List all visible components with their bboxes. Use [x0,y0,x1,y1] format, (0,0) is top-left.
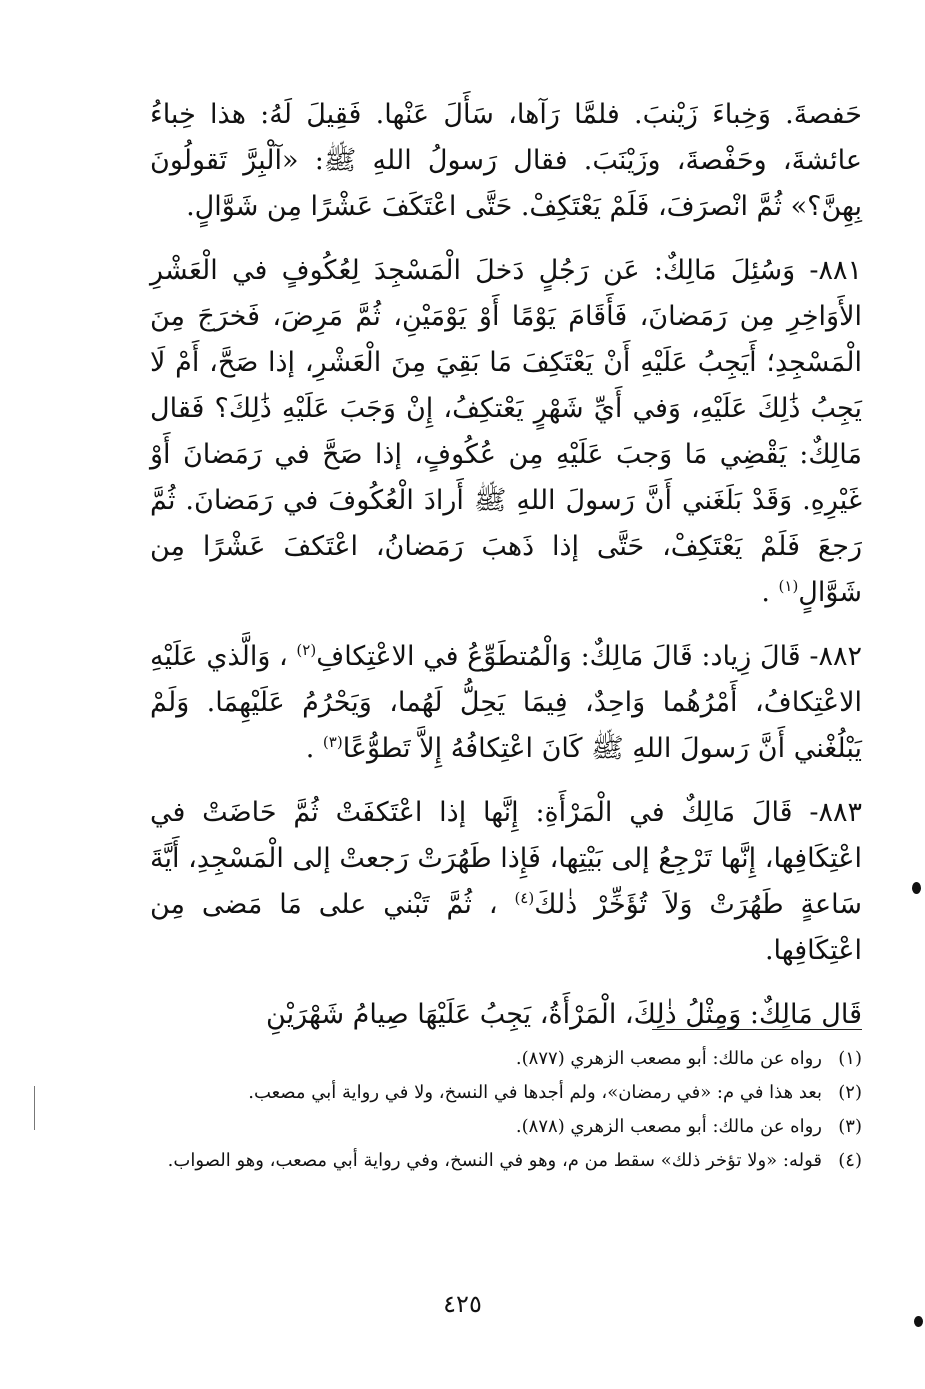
footnote-ref-4[interactable]: (٤) [514,889,535,907]
footnote-divider [652,1029,862,1030]
page-number: ٤٢٥ [443,1290,482,1318]
footnote-text: بعد هذا في م: «في رمضان»، ولم أجدها في النسخ، ولا في رواية أبي مصعب. [248,1082,822,1103]
footnote-ref-1[interactable]: (١) [778,577,799,595]
paragraph-tail: . [761,577,779,608]
footnote-ref-3[interactable]: (٣) [322,733,343,751]
paragraph-881 [150,248,862,616]
paragraph-continuing [150,992,862,1038]
footnote-2 [140,1076,862,1110]
scan-edge-line [34,1086,35,1130]
paragraph-text: قَال مَالِكٌ: وَمِثْلُ ذٰلِكَ، الْمَرْأَةُ، يَجِبُ عَلَيْهَا صِيامُ شَهْرَيْنِ [266,999,862,1030]
paragraph-text: ٨٨٣- قَالَ مَالِكٌ في الْمَرْأَةِ: إِنَّها إذا اعْتَكفَتْ ثُمَّ حَاضَتْ في اعْتِكَافِها، إِنَّها تَرْجِعُ إلى بَيْتِها، فَإِذا طَهُرَتْ رَجعتْ إلى الْمَسْجِدِ، أَيَّةَ سَاعةٍ طَهُرَتْ وَلاَ تُؤَخِّرْ ذٰلكَ [150,797,862,920]
footnote-text: رواه عن مالك: أبو مصعب الزهري (٨٧٧). [515,1048,822,1069]
paragraph-tail: ، وَالَّذي عَلَيْهِ الاعْتِكافُ، أَمْرُهُما وَاحِدٌ، فِيمَا يَحِلُّ لَهُما، وَيَحْرُمُ عَلَيْهِمَا. وَلَمْ يَبْلُغْني أَنَّ رَسولَ اللهِ ﷺ كَانَ اعْتِكافُهُ إِلاَّ تَطوُّعًا [150,641,862,764]
footnote-1 [140,1042,862,1076]
footnote-text: رواه عن مالك: أبو مصعب الزهري (٨٧٨). [515,1116,822,1137]
scan-dot-mark [912,882,921,894]
paragraph-text: ٨٨١- وَسُئِلَ مَالِكٌ: عَن رَجُلٍ دَخلَ الْمَسْجِدَ لِعُكُوفٍ في الْعَشْرِ الأَوَاخِرِ مِن رَمَضانَ، فَأَقَامَ يَوْمًا أَوْ يَوْمَيْنِ، ثُمَّ مَرِضَ، فَخرَجَ مِنَ الْمَسْجِدِ؛ أَيَجِبُ عَلَيْهِ أَنْ يَعْتَكِفَ مَا بَقِيَ مِنَ الْعَشْرِ، إذا صَحَّ، أَمْ لَا يَجِبُ ذَٰلِكَ عَلَيْهِ، وَفي أَيِّ شَهْرٍ يَعْتكِفُ، إِنْ وَجَبَ عَلَيْهِ ذَٰلِكَ؟ فَقال مَالِكٌ: يَقْضِي مَا وَجبَ عَلَيْهِ مِن عُكُوفٍ، إذا صَحَّ في رَمَضانَ أَوْ غَيْرِهِ. وَقَدْ بَلَغَني أَنَّ رَسولَ اللهِ ﷺ أَرادَ الْعُكُوفَ في رَمَضانَ. ثُمَّ رَجعَ فَلَمْ يَعْتَكِفْ، حَتَّى إذا ذَهبَ رَمَضانُ، اعْتَكفَ عَشْرًا مِن شَوَّالٍ [150,255,862,608]
paragraph-text: حَفصةَ. وَخِباءَ زَيْنبَ. فلمَّا رَآها، سَأَلَ عَنْها. فَقِيلَ لَهُ: هذا خِباءُ عائشةَ، وحَفْصةَ، وزَيْنَبَ. فقال رَسولُ اللهِ ﷺ: «آلْبِرَّ تَقولُونَ بِهِنَّ؟» ثُمَّ انْصرَفَ، فَلَمْ يَعْتَكِفْ. حَتَّى اعْتَكَفَ عَشْرًا مِن شَوَّالٍ. [150,99,862,222]
scan-dot-mark [914,1316,923,1327]
paragraph-tail: ، ثُمَّ تَبْني على مَا مَضى مِن اعْتِكَافِها. [150,889,862,966]
footnote-number: (٢) [838,1082,862,1103]
paragraph-882 [150,634,862,772]
footnote-4 [140,1144,862,1178]
footnote-3 [140,1110,862,1144]
footnote-number: (٣) [838,1116,862,1137]
footnote-text: قوله: «ولا تؤخر ذلك» سقط من م، وهو في النسخ، وفي رواية أبي مصعب، وهو الصواب. [167,1150,822,1171]
footnotes [140,1042,862,1178]
paragraph-tail: . [305,733,323,764]
footnote-number: (١) [838,1048,862,1069]
paragraph-continued [150,92,862,230]
footnote-ref-2[interactable]: (٢) [296,641,317,659]
paragraph-883 [150,790,862,974]
footnote-number: (٤) [838,1150,862,1171]
paragraph-text: ٨٨٢- قَالَ زِياد: قَالَ مَالِكٌ: وَالْمُتطَوِّعُ في الاعْتِكافِ [316,641,862,672]
main-text [150,92,862,1052]
